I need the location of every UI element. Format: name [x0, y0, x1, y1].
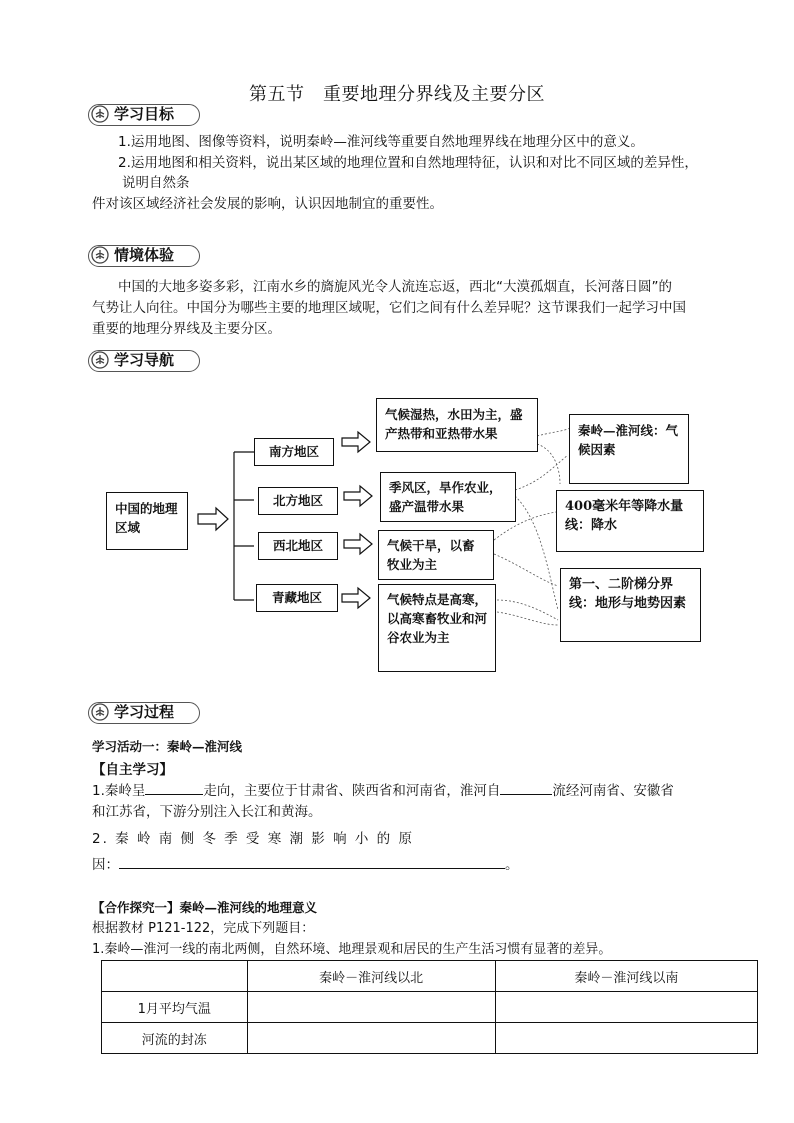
goal-line-2: 2.运用地图和相关资料，说出某区域的地理位置和自然地理特征，认识和对比不同区域的差异性，: [118, 155, 698, 171]
answer-blank-huaihe[interactable]: [500, 780, 552, 795]
feature-box-northwest: 气候干旱，以畜牧业为主: [378, 530, 494, 580]
answer-blank-reason[interactable]: [119, 854, 505, 869]
table-row-label: 1月平均气温: [102, 992, 248, 1023]
q1-text-b: 走向，主要位于甘肃省、陕西省和河南省，淮河自: [203, 783, 501, 799]
situation-line-3: 重要的地理分界线及主要分区。: [92, 321, 281, 337]
section-title: 学习目标: [114, 105, 175, 123]
self-study-label: 【自主学习】: [92, 762, 173, 778]
section-title: 学习过程: [114, 703, 175, 721]
book-icon: [91, 703, 109, 721]
answer-blank-direction[interactable]: [145, 780, 203, 795]
feature-box-north: 季风区，旱作农业，盛产温带水果: [380, 472, 516, 522]
coop-line-1: 根据教材 P121-122，完成下列题目：: [92, 921, 315, 936]
feature-box-qingzang: 气候特点是高寒，以高寒畜牧业和河谷农业为主: [378, 584, 496, 672]
question-2-line-2: [92, 854, 519, 876]
goal-line-1: 1.运用地图、图像等资料，说明秦岭—淮河线等重要自然地理界线在地理分区中的意义。: [118, 134, 644, 150]
coop-title: 【合作探究一】秦岭—淮河线的地理意义: [92, 900, 318, 915]
goal-line-3: 件对该区域经济社会发展的影响，认识因地制宜的重要性。: [92, 196, 443, 212]
q2-text-c: 。: [505, 857, 519, 873]
boundary-box-qinling: 秦岭—淮河线：气候因素: [569, 414, 689, 484]
q1-text-a: 1.秦岭呈: [92, 783, 146, 799]
page-title: 第五节 重要地理分界线及主要分区: [249, 84, 545, 105]
question-1-line-1: [92, 780, 674, 802]
table-cell-south[interactable]: [495, 992, 757, 1023]
feature-box-south: 气候湿热，水田为主，盛产热带和亚热带水果: [376, 398, 538, 452]
situation-line-1: 中国的大地多姿多彩，江南水乡的旖旎风光令人流连忘返，西北“大漠孤烟直，长河落日圆”的: [118, 279, 672, 295]
table-header-cell: [102, 961, 248, 992]
table-cell-south[interactable]: [495, 1023, 757, 1054]
question-2-line-1: 2. 秦 岭 南 侧 冬 季 受 寒 潮 影 响 小 的 原: [92, 831, 414, 847]
situation-line-2: 气势让人向往。中国分为哪些主要的地理区域呢，它们之间有什么差异呢？这节课我们一起学习中国: [92, 300, 686, 316]
section-title: 情境体验: [114, 246, 175, 264]
region-box-south: 南方地区: [254, 438, 334, 466]
table-row: [102, 1023, 758, 1054]
region-box-qingzang: 青藏地区: [256, 584, 338, 612]
table-cell-north[interactable]: [247, 992, 495, 1023]
q2-text-b: 因：: [92, 857, 119, 873]
table-cell-north[interactable]: [247, 1023, 495, 1054]
table-row: [102, 992, 758, 1023]
section-title: 学习导航: [114, 351, 175, 369]
table-header-row: [102, 961, 758, 992]
table-header-cell: 秦岭－淮河线以北: [247, 961, 495, 992]
q1-text-c: 流经河南省、安徽省: [552, 783, 674, 799]
question-1-line-2: 和江苏省，下游分别注入长江和黄海。: [92, 804, 322, 820]
region-box-northwest: 西北地区: [258, 532, 338, 560]
boundary-box-ladder: 第一、二阶梯分界线：地形与地势因素: [560, 568, 701, 642]
coop-line-2: 1.秦岭—淮河一线的南北两侧，自然环境、地理景观和居民的生产生活习惯有显著的差异。: [92, 942, 612, 957]
comparison-table: [101, 960, 758, 1054]
region-box-north: 北方地区: [258, 487, 338, 515]
activity1-title: 学习活动一：秦岭—淮河线: [92, 739, 243, 754]
table-header-cell: 秦岭－淮河线以南: [495, 961, 757, 992]
boundary-box-400mm: 400毫米年等降水量线：降水: [556, 490, 704, 552]
goal-line-2b: 说明自然条: [122, 175, 190, 191]
table-row-label: 河流的封冻: [102, 1023, 248, 1054]
diagram-root-box: 中国的地理区域: [106, 492, 188, 550]
